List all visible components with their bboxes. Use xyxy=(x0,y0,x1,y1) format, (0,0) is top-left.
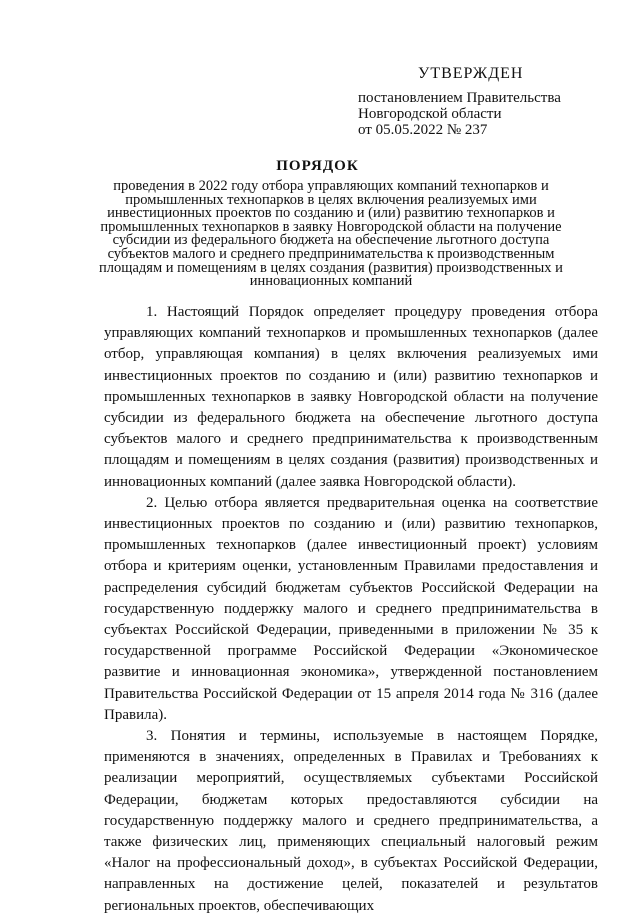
paragraph-3: 3. Понятия и термины, используемые в настоящем Порядке, применяются в значениях, определенных в Правилах и Требованиях к реализации мероприятий, осуществляемых субъектами Российской Федерации, бюджетам которых предоставляются субсидии на государственную поддержку малого и среднего предпринимательства, а также физических лиц, применяющих специальный налоговый режим «Налог на профессиональный доход», в субъектах Российской Федерации, направленных на достижение целей, показателей и результатов региональных проектов, обеспечивающих xyxy=(104,728,598,914)
document-body xyxy=(104,302,598,917)
paragraph-1: 1. Настоящий Порядок определяет процедуру проведения отбора управляющих компаний технопарков и промышленных технопарков (далее отбор, управляющая компания) в целях включения реализуемых ими инвестиционных проектов по созданию и (или) развитию технопарков и промышленных технопарков в заявку Новгородской области на получение субсидии из федерального бюджета на обеспечение льготного доступа субъектов малого и среднего предпринимательства к производственным площадям и помещениям в целях создания (развития) производственных и инновационных компаний (далее заявка Новгородской области). xyxy=(104,304,598,490)
paragraph-2: 2. Целью отбора является предварительная оценка на соответствие инвестиционных проектов по созданию и (или) развитию технопарков, промышленных технопарков (далее инвестиционный проект) условиям отбора и критериям оценки, установленным Правилами предоставления и распределения субсидий бюджетам субъектов Российской Федерации на государственную поддержку малого и среднего предпринимательства в субъектах Российской Федерации, приведенными в приложении № 35 к государственной программе Российской Федерации «Экономическое развитие и инновационная экономика», утвержденной постановлением Правительства Российской Федерации от 15 апреля 2014 года № 316 (далее Правила). xyxy=(104,494,598,723)
approval-line-1: постановлением Правительства xyxy=(358,90,561,106)
document-title: ПОРЯДОК xyxy=(276,158,359,174)
approval-stamp xyxy=(358,66,608,138)
approval-title: УТВЕРЖДЕН xyxy=(418,65,524,82)
approval-line-3: от 05.05.2022 № 237 xyxy=(358,122,488,138)
approval-line-2: Новгородской области xyxy=(358,106,502,122)
document-subtitle: проведения в 2022 году отбора управляющих компаний технопарков и промышленных технопарков в целях включения реализуемых ими инвестиционных проектов по созданию и (или) развитию технопарков и промышленных технопарков в заявку Новгородской области на получение субсидии из федерального бюджета на обеспечение льготного доступа субъектов малого и среднего предпринимательства к производственным площадям и помещениям в целях создания (развития) производственных и инновационных компаний xyxy=(99,178,563,290)
